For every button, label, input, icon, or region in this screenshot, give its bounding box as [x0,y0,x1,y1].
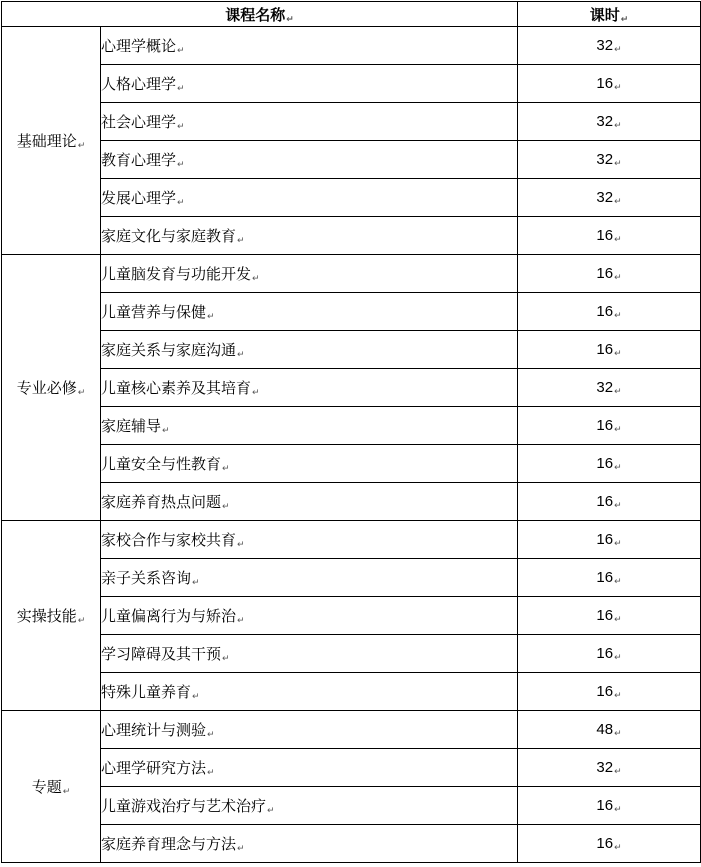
paragraph-mark-icon: ↵ [614,81,622,92]
paragraph-mark-icon: ↵ [222,464,230,474]
course-hours: 32 [596,112,614,130]
course-name: 儿童营养与保健 [101,303,207,321]
category-label: 专题 [31,778,62,796]
course-hours-cell [518,711,701,749]
course-hours-cell [518,825,701,863]
table-body [2,27,701,863]
course-hours: 16 [596,416,614,434]
table-row [2,559,701,597]
paragraph-mark-icon: ↵ [614,841,622,852]
course-hours: 16 [596,226,614,244]
course-name-cell [101,141,518,179]
table-row [2,445,701,483]
paragraph-mark-icon: ↵ [614,271,622,282]
paragraph-mark-icon: ↵ [207,312,215,322]
course-hours: 16 [596,530,614,548]
paragraph-mark-icon: ↵ [614,613,622,624]
paragraph-mark-icon: ↵ [177,198,185,208]
table-row [2,331,701,369]
course-hours-cell [518,331,701,369]
paragraph-mark-icon: ↵ [614,461,622,472]
paragraph-mark-icon: ↵ [614,575,622,586]
paragraph-mark-icon: ↵ [252,274,260,284]
course-hours: 16 [596,264,614,282]
table-row [2,103,701,141]
course-name-cell [101,27,518,65]
paragraph-mark-icon: ↵ [614,803,622,814]
course-name: 家庭养育热点问题 [101,493,222,511]
paragraph-mark-icon: ↵ [267,806,275,816]
paragraph-mark-icon: ↵ [614,309,622,320]
table-row [2,141,701,179]
course-hours: 16 [596,644,614,662]
course-hours-cell [518,27,701,65]
paragraph-mark-icon: ↵ [177,46,185,56]
paragraph-mark-icon: ↵ [614,727,622,738]
course-name: 心理学概论 [101,37,177,55]
table-row [2,293,701,331]
table-row [2,407,701,445]
course-hours: 16 [596,568,614,586]
course-hours-cell [518,483,701,521]
paragraph-mark-icon: ↵ [614,537,622,548]
course-name-cell [101,293,518,331]
course-hours: 32 [596,150,614,168]
course-hours: 16 [596,606,614,624]
table-row [2,369,701,407]
course-name: 儿童游戏治疗与艺术治疗 [101,797,267,815]
course-name-cell [101,673,518,711]
table-row [2,597,701,635]
course-hours-cell [518,103,701,141]
paragraph-mark-icon: ↵ [614,233,622,244]
course-hours-cell [518,293,701,331]
course-name: 发展心理学 [101,189,177,207]
course-name-cell [101,103,518,141]
category-cell [2,255,101,521]
course-name-cell [101,445,518,483]
paragraph-mark-icon: ↵ [614,195,622,206]
course-hours-cell [518,179,701,217]
course-hours-cell [518,141,701,179]
paragraph-mark-icon: ↵ [177,122,185,132]
course-hours: 32 [596,36,614,54]
course-hours: 32 [596,378,614,396]
course-hours: 16 [596,834,614,852]
paragraph-mark-icon: ↵ [614,651,622,662]
course-name: 家庭文化与家庭教育 [101,227,237,245]
paragraph-mark-icon: ↵ [162,426,170,436]
table-row [2,635,701,673]
table-row [2,27,701,65]
course-hours-cell [518,787,701,825]
course-hours: 16 [596,74,614,92]
course-hours: 16 [596,492,614,510]
course-name: 社会心理学 [101,113,177,131]
course-name: 亲子关系咨询 [101,569,192,587]
course-hours-cell [518,635,701,673]
paragraph-mark-icon: ↵ [177,84,185,94]
table-row [2,217,701,255]
paragraph-mark-icon: ↵ [62,787,71,797]
paragraph-mark-icon: ↵ [614,423,622,434]
course-name-cell [101,521,518,559]
course-name-cell [101,369,518,407]
category-label: 基础理论 [16,132,77,150]
course-name: 学习障碍及其干预 [101,645,222,663]
category-cell [2,521,101,711]
paragraph-mark-icon: ↵ [614,499,622,510]
paragraph-mark-icon: ↵ [77,141,86,151]
paragraph-mark-icon: ↵ [77,388,86,398]
header-row [2,2,701,27]
header-course-name: 课程名称↵ [2,2,518,27]
category-label: 实操技能 [16,607,77,625]
course-name-cell [101,635,518,673]
course-name: 儿童脑发育与功能开发 [101,265,252,283]
paragraph-mark-icon: ↵ [237,616,245,626]
course-name: 家庭关系与家庭沟通 [101,341,237,359]
course-hours: 16 [596,302,614,320]
paragraph-mark-icon: ↵ [237,236,245,246]
course-name-cell [101,787,518,825]
paragraph-mark-icon: ↵ [286,14,294,25]
course-hours: 16 [596,340,614,358]
course-hours-cell [518,407,701,445]
course-name: 特殊儿童养育 [101,683,192,701]
paragraph-mark-icon: ↵ [192,578,200,588]
course-hours-cell [518,559,701,597]
course-hours-cell [518,217,701,255]
paragraph-mark-icon: ↵ [237,844,245,854]
table-row [2,483,701,521]
table-row [2,673,701,711]
course-hours: 16 [596,796,614,814]
course-hours-cell [518,673,701,711]
course-name: 人格心理学 [101,75,177,93]
paragraph-mark-icon: ↵ [207,768,215,778]
course-name-cell [101,179,518,217]
course-name: 教育心理学 [101,151,177,169]
paragraph-mark-icon: ↵ [614,157,622,168]
table-row [2,711,701,749]
course-name-cell [101,217,518,255]
course-hours-cell [518,65,701,103]
paragraph-mark-icon: ↵ [614,43,622,54]
category-cell [2,711,101,863]
course-name-cell [101,559,518,597]
paragraph-mark-icon: ↵ [237,350,245,360]
paragraph-mark-icon: ↵ [614,689,622,700]
course-hours: 32 [596,188,614,206]
paragraph-mark-icon: ↵ [620,14,629,25]
course-name: 儿童偏离行为与矫治 [101,607,237,625]
paragraph-mark-icon: ↵ [222,502,230,512]
course-hours-cell [518,445,701,483]
paragraph-mark-icon: ↵ [237,540,245,550]
paragraph-mark-icon: ↵ [177,160,185,170]
course-hours: 16 [596,682,614,700]
table-row [2,787,701,825]
paragraph-mark-icon: ↵ [77,616,86,626]
course-name-cell [101,407,518,445]
course-name: 儿童核心素养及其培育 [101,379,252,397]
course-name: 家庭辅导 [101,417,162,435]
table-row [2,825,701,863]
course-table [1,1,701,863]
course-name: 儿童安全与性教育 [101,455,222,473]
paragraph-mark-icon: ↵ [614,765,622,776]
table-row [2,179,701,217]
course-hours: 48 [596,720,614,738]
course-hours-cell [518,255,701,293]
course-hours: 16 [596,454,614,472]
paragraph-mark-icon: ↵ [207,730,215,740]
paragraph-mark-icon: ↵ [614,347,622,358]
category-cell [2,27,101,255]
header-hours: 课时↵ [518,2,701,27]
course-hours-cell [518,749,701,787]
course-name: 家校合作与家校共育 [101,531,237,549]
table-row [2,749,701,787]
course-hours-cell [518,521,701,559]
course-name: 心理学研究方法 [101,759,207,777]
course-name-cell [101,331,518,369]
paragraph-mark-icon: ↵ [614,385,622,396]
course-hours: 32 [596,758,614,776]
course-name-cell [101,825,518,863]
course-name: 家庭养育理念与方法 [101,835,237,853]
course-name-cell [101,65,518,103]
course-name: 心理统计与测验 [101,721,207,739]
table-row [2,65,701,103]
course-name-cell [101,711,518,749]
course-name-cell [101,255,518,293]
paragraph-mark-icon: ↵ [222,654,230,664]
table-row [2,521,701,559]
paragraph-mark-icon: ↵ [252,388,260,398]
table-row [2,255,701,293]
course-name-cell [101,483,518,521]
course-hours-cell [518,369,701,407]
course-name-cell [101,597,518,635]
course-name-cell [101,749,518,787]
category-label: 专业必修 [16,379,77,397]
paragraph-mark-icon: ↵ [192,692,200,702]
paragraph-mark-icon: ↵ [614,119,622,130]
course-hours-cell [518,597,701,635]
